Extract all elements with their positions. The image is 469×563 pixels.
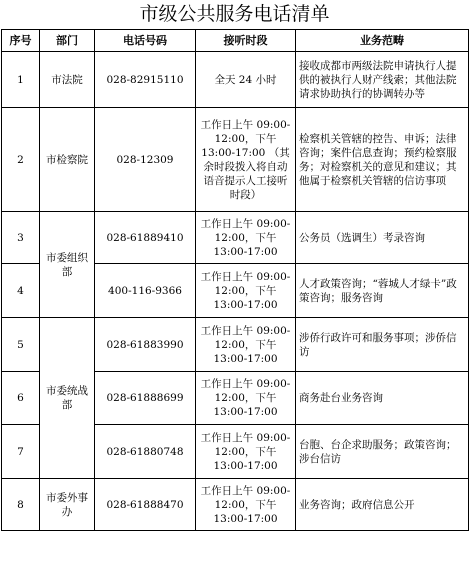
table-row — [2, 318, 469, 372]
answer-hours: 工作日上午 09:00-12:00，下午 13:00-17:00 — [196, 479, 296, 531]
header-number: 序号 — [2, 30, 40, 52]
service-scope: 检察机关管辖的控告、申诉；法律咨询；案件信息查询；预约检察服务；对检察机关的意见和建议；其他属于检察机关管辖的信访事项 — [296, 108, 469, 212]
phone-number: 028-61883990 — [95, 318, 196, 372]
service-scope: 台胞、台企求助服务；政策咨询；涉台信访 — [296, 425, 469, 479]
row-number: 1 — [2, 52, 40, 108]
department-cell: 市检察院 — [40, 108, 95, 212]
phone-number: 028-61888470 — [95, 479, 196, 531]
table-header-row — [2, 30, 469, 52]
department-cell: 市委外事办 — [40, 479, 95, 531]
answer-hours: 工作日上午 09:00-12:00，下午 13:00-17:00 — [196, 425, 296, 479]
phone-number: 028-61880748 — [95, 425, 196, 479]
answer-hours: 工作日上午 09:00-12:00，下午 13:00-17:00 — [196, 372, 296, 425]
answer-hours: 工作日上午 09:00-12:00，下午 13:00-17:00 （其余时段拨入将自动语音提示人工接听时段） — [196, 108, 296, 212]
row-number: 8 — [2, 479, 40, 531]
table-row — [2, 52, 469, 108]
service-scope: 业务咨询；政府信息公开 — [296, 479, 469, 531]
department-cell: 市委统战部 — [40, 318, 95, 479]
header-department: 部门 — [40, 30, 95, 52]
table-row — [2, 479, 469, 531]
phone-number: 028-12309 — [95, 108, 196, 212]
row-number: 6 — [2, 372, 40, 425]
department-cell: 市法院 — [40, 52, 95, 108]
header-phone: 电话号码 — [95, 30, 196, 52]
answer-hours: 工作日上午 09:00-12:00，下午 13:00-17:00 — [196, 264, 296, 318]
service-phone-table — [1, 29, 469, 531]
phone-number: 028-61888699 — [95, 372, 196, 425]
row-number: 3 — [2, 212, 40, 264]
phone-number: 400-116-9366 — [95, 264, 196, 318]
answer-hours: 全天 24 小时 — [196, 52, 296, 108]
phone-number: 028-82915110 — [95, 52, 196, 108]
service-scope: 接收成都市两级法院申请执行人提供的被执行人财产线索；其他法院请求协助执行的协调转办等 — [296, 52, 469, 108]
header-scope: 业务范畴 — [296, 30, 469, 52]
row-number: 5 — [2, 318, 40, 372]
phone-number: 028-61889410 — [95, 212, 196, 264]
header-hours: 接听时段 — [196, 30, 296, 52]
page-title: 市级公共服务电话清单 — [139, 3, 330, 25]
answer-hours: 工作日上午 09:00-12:00，下午 13:00-17:00 — [196, 212, 296, 264]
table-row — [2, 108, 469, 212]
answer-hours: 工作日上午 09:00-12:00，下午 13:00-17:00 — [196, 318, 296, 372]
row-number: 7 — [2, 425, 40, 479]
row-number: 2 — [2, 108, 40, 212]
service-scope: 商务赴台业务咨询 — [296, 372, 469, 425]
service-scope: 涉侨行政许可和服务事项；涉侨信访 — [296, 318, 469, 372]
service-scope: 人才政策咨询；“蓉城人才绿卡”政策咨询；服务咨询 — [296, 264, 469, 318]
row-number: 4 — [2, 264, 40, 318]
service-scope: 公务员（选调生）考录咨询 — [296, 212, 469, 264]
department-cell: 市委组织部 — [40, 212, 95, 318]
table-row — [2, 212, 469, 264]
